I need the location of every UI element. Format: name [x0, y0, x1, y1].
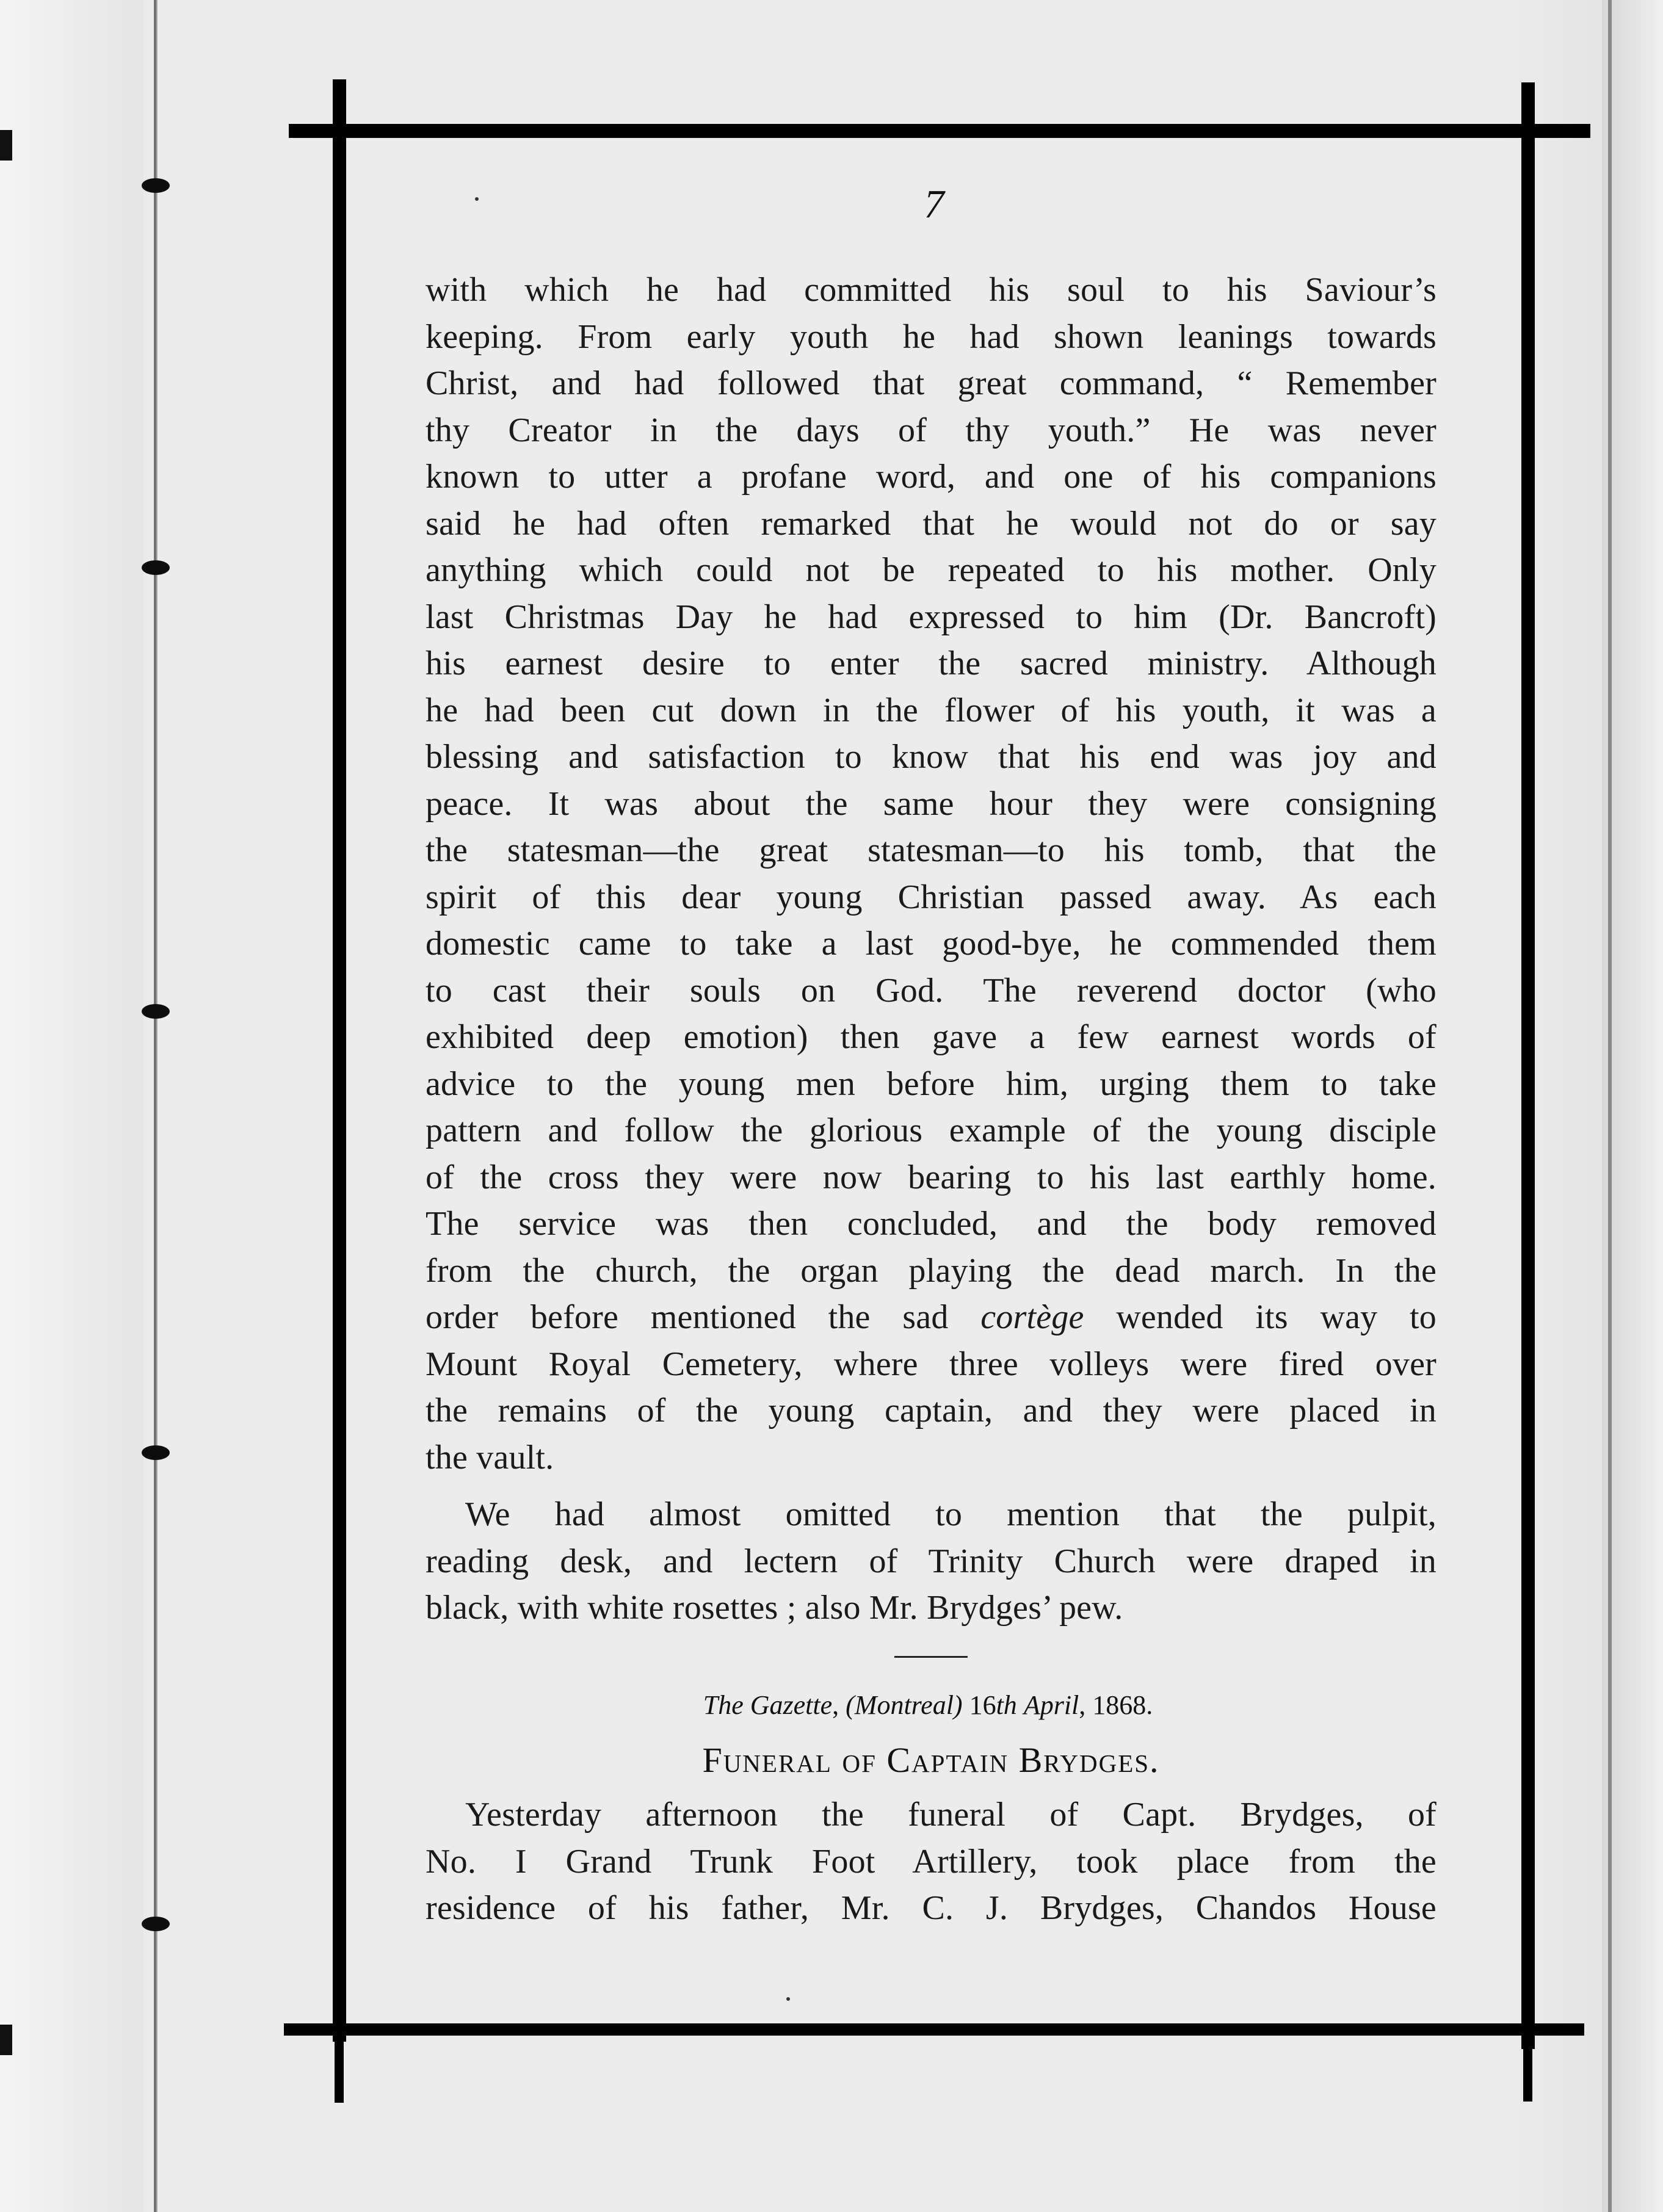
body-text-line: thy Creator in the days of thy youth.” He was never [426, 411, 1437, 449]
body-text-line: Mount Royal Cemetery, where three volleys were fired over [426, 1345, 1437, 1383]
right-edge-line [1608, 0, 1612, 2212]
day-suffix: th [996, 1690, 1017, 1720]
frame-left-tail [335, 2042, 344, 2103]
binding-stitch-knot [142, 178, 170, 193]
body-text-line: of the cross they were now bearing to his last earthly home. [426, 1158, 1437, 1196]
frame-top-border [289, 124, 1590, 138]
body-text-line: to cast their souls on God. The reverend doctor (who [426, 971, 1437, 1010]
section-divider-rule [894, 1656, 968, 1658]
body-text-line: keeping. From early youth he had shown leanings towards [426, 317, 1437, 356]
body-text-line: his earnest desire to enter the sacred ministry. Although [426, 645, 1437, 682]
frame-bottom-border [284, 2023, 1584, 2036]
binding-stitch-knot [142, 560, 170, 575]
frame-right-tail [1523, 2044, 1532, 2102]
body-text-line: from the church, the organ playing the dead march. In the [426, 1251, 1437, 1290]
body-text-line: last Christmas Day he had expressed to him (Dr. Bancroft) [426, 598, 1437, 636]
body-text-line: peace. It was about the same hour they were consigning [426, 784, 1437, 823]
body-text-line: known to utter a profane word, and one of his companions [426, 458, 1437, 496]
publication-day: 16 [969, 1690, 996, 1720]
line-text-before-italic: order before mentioned the sad [426, 1298, 981, 1336]
left-page-margin [0, 0, 143, 2212]
left-edge-mark [0, 130, 12, 161]
line-text-after-italic: wended its way to [1084, 1298, 1437, 1336]
body-text-line: blessing and satisfaction to know that his end was joy and [426, 738, 1437, 776]
body-text-line: pattern and follow the glorious example of the young disciple [426, 1111, 1437, 1149]
body-text-line: the vault. [426, 1438, 554, 1476]
body-text-line [426, 1294, 1437, 1341]
body-text-line: Yesterday afternoon the funeral of Capt. Brydges, of [465, 1796, 1437, 1834]
body-text-line: he had been cut down in the flower of his youth, it was a [426, 691, 1437, 729]
binding-stitch-knot [142, 1004, 170, 1019]
body-text-line: exhibited deep emotion) then gave a few earnest words of [426, 1018, 1437, 1056]
left-edge-mark [0, 2025, 12, 2055]
scan-speck [475, 197, 479, 201]
page-number: 7 [924, 182, 944, 226]
body-text-line: domestic came to take a last good-bye, he commended them [426, 925, 1437, 963]
italic-word-cortege: cortège [980, 1298, 1084, 1336]
body-text-line: We had almost omitted to mention that the pulpit, [465, 1495, 1437, 1533]
frame-left-border [333, 79, 346, 2042]
newspaper-source-line: The Gazette, (Montreal) 16th April, 1868. [703, 1690, 1153, 1720]
publication-location: (Montreal) [846, 1690, 963, 1720]
article-heading: Funeral of Captain Brydges. [702, 1740, 1160, 1780]
body-text-line: said he had often remarked that he would not do or say [426, 504, 1437, 543]
body-text-line: reading desk, and lectern of Trinity Church were draped in [426, 1542, 1437, 1580]
publication-month: April [1023, 1690, 1079, 1720]
binding-stitch-knot [142, 1917, 170, 1931]
body-text-line: spirit of this dear young Christian passed away. As each [426, 878, 1437, 916]
scan-speck [786, 1997, 790, 2001]
body-text-line: The service was then concluded, and the body removed [426, 1205, 1437, 1243]
binding-stitch-knot [142, 1445, 170, 1460]
body-text-line: advice to the young men before him, urging them to take [426, 1064, 1437, 1103]
frame-right-border [1521, 82, 1535, 2049]
body-text-line: black, with white rosettes ; also Mr. Brydges’ pew. [426, 1589, 1123, 1627]
body-text-line: anything which could not be repeated to his mother. Only [426, 551, 1437, 589]
body-text-line: the statesman—the great statesman—to his tomb, that the [426, 831, 1437, 869]
publication-year: 1868. [1092, 1690, 1153, 1720]
funeral-article-paragraph [426, 1791, 1437, 1932]
body-text-line: No. I Grand Trunk Foot Artillery, took place from the [426, 1842, 1437, 1881]
publication-name: The Gazette [703, 1690, 833, 1720]
pulpit-draping-paragraph [426, 1491, 1437, 1632]
funeral-report-paragraph [426, 267, 1437, 1481]
body-text-line: residence of his father, Mr. C. J. Brydges, Chandos House [426, 1889, 1437, 1927]
body-text-line: with which he had committed his soul to his Saviour’s [426, 271, 1437, 309]
body-text-line: Christ, and had followed that great command, “ Remember [426, 364, 1437, 402]
binding-thread [154, 0, 156, 2212]
body-text-line: the remains of the young captain, and they were placed in [426, 1392, 1437, 1429]
